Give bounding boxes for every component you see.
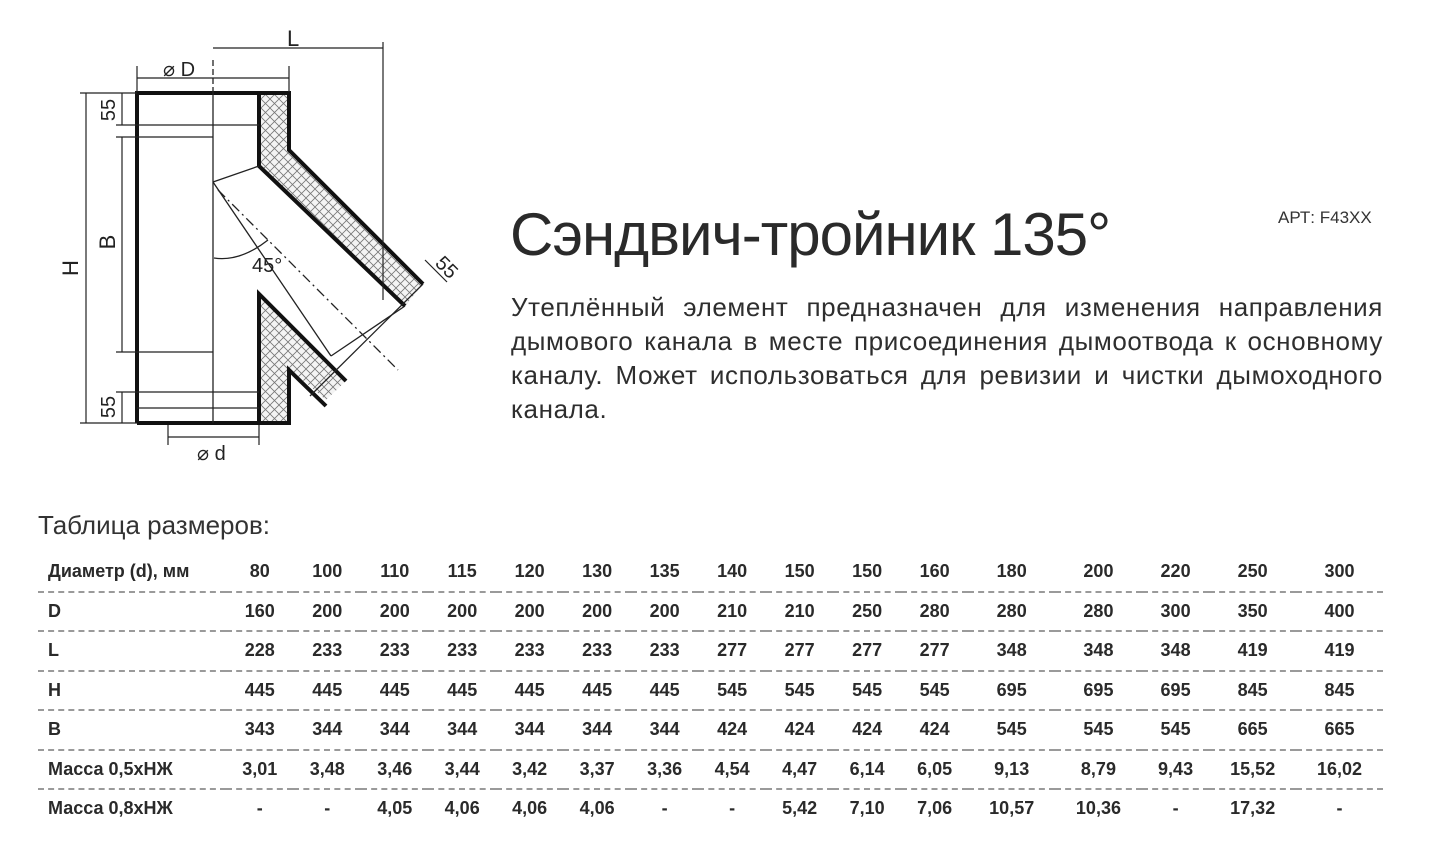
table-cell: 115 — [428, 553, 495, 592]
table-cell: 7,10 — [849, 798, 885, 819]
table-cell: 545 — [698, 671, 765, 711]
table-cell: 233 — [631, 631, 698, 671]
table-cell: - — [256, 798, 263, 819]
table-cell: 424 — [901, 710, 968, 750]
table-cell: 200 — [428, 592, 495, 632]
table-cell: 344 — [631, 710, 698, 750]
table-row — [38, 671, 1383, 711]
table-cell: 4,06 — [579, 798, 615, 819]
table-cell: 9,43 — [1142, 750, 1209, 790]
table-cell: 665 — [1209, 710, 1296, 750]
table-cell: 695 — [1055, 671, 1142, 711]
row-label: L — [38, 631, 226, 671]
table-cell: 348 — [968, 631, 1055, 671]
table-cell: 80 — [226, 553, 293, 592]
table-cell: 845 — [1209, 671, 1296, 711]
row-label: Масса 0,5хНЖ — [38, 750, 226, 790]
table-cell: 280 — [901, 592, 968, 632]
table-cell: 4,54 — [698, 750, 765, 790]
table-cell: 5,42 — [782, 798, 818, 819]
label-diameter-inner: ⌀ d — [197, 443, 226, 465]
row-label: H — [38, 671, 226, 711]
table-cell: 348 — [1055, 631, 1142, 671]
article-number: АРТ: F43XX — [1278, 208, 1372, 227]
table-cell: 3,42 — [496, 750, 563, 790]
outer-bottom-wall — [137, 370, 326, 423]
table-cell: 233 — [563, 631, 630, 671]
table-cell: 545 — [901, 671, 968, 711]
table-cell: 4,47 — [766, 750, 833, 790]
table-cell: 3,44 — [428, 750, 495, 790]
table-cell: 344 — [293, 710, 360, 750]
table-cell: 445 — [293, 671, 360, 711]
table-cell: 233 — [293, 631, 360, 671]
table-cell: - — [1172, 798, 1179, 819]
table-cell: 343 — [226, 710, 293, 750]
table-cell: 150 — [766, 553, 833, 592]
table-cell: 7,06 — [917, 798, 953, 819]
label-top-offset: 55 — [98, 98, 120, 122]
size-table — [38, 553, 1383, 828]
table-cell: 695 — [1142, 671, 1209, 711]
table-cell: 140 — [698, 553, 765, 592]
table-cell: 200 — [631, 592, 698, 632]
table-cell: 445 — [631, 671, 698, 711]
table-cell: - — [729, 798, 736, 819]
table-cell: 200 — [293, 592, 360, 632]
row-label: D — [38, 592, 226, 632]
table-cell: 545 — [766, 671, 833, 711]
table-cell: 445 — [428, 671, 495, 711]
table-row — [38, 789, 1383, 828]
table-cell: 280 — [968, 592, 1055, 632]
table-cell: 445 — [496, 671, 563, 711]
table-cell: 9,13 — [968, 750, 1055, 790]
table-cell: 845 — [1296, 671, 1383, 711]
table-cell: 120 — [496, 553, 563, 592]
branch-socket-line-2 — [310, 284, 423, 396]
table-cell: 100 — [293, 553, 360, 592]
label-branch-offset: 55 — [430, 252, 462, 284]
table-cell: 130 — [563, 553, 630, 592]
table-cell: 419 — [1296, 631, 1383, 671]
table-cell: 445 — [226, 671, 293, 711]
label-diameter-outer: ⌀ D — [163, 59, 196, 81]
table-row — [38, 592, 1383, 632]
table-cell: 233 — [428, 631, 495, 671]
table-cell: 3,48 — [293, 750, 360, 790]
table-cell: 135 — [631, 553, 698, 592]
table-cell: 419 — [1209, 631, 1296, 671]
table-cell: 210 — [766, 592, 833, 632]
table-cell: 3,01 — [226, 750, 293, 790]
table-cell: 344 — [496, 710, 563, 750]
table-cell: 250 — [833, 592, 900, 632]
table-row — [38, 631, 1383, 671]
table-row — [38, 553, 1383, 592]
table-cell: 545 — [833, 671, 900, 711]
tee-technical-drawing — [0, 0, 500, 480]
table-cell: 4,06 — [444, 798, 480, 819]
table-cell: 10,57 — [989, 798, 1035, 819]
table-cell: 277 — [698, 631, 765, 671]
table-cell: 200 — [496, 592, 563, 632]
row-label: Диаметр (d), мм — [38, 553, 226, 592]
table-row — [38, 710, 1383, 750]
table-cell: 200 — [1055, 553, 1142, 592]
table-cell: - — [1336, 798, 1343, 819]
table-cell: 350 — [1209, 592, 1296, 632]
table-cell: 424 — [766, 710, 833, 750]
product-description: Утеплённый элемент предназначен для изменения направления дымового канала в месте присоединения дымоотвода к основному каналу. Может использоваться для ревизии и чистки дымоходного канала. — [511, 292, 1383, 424]
table-cell: 277 — [766, 631, 833, 671]
table-cell: 344 — [428, 710, 495, 750]
table-cell: 180 — [968, 553, 1055, 592]
table-cell: 10,36 — [1075, 798, 1121, 819]
table-cell: 4,06 — [512, 798, 548, 819]
label-b: B — [95, 234, 120, 250]
label-length: L — [287, 26, 300, 51]
table-cell: 160 — [901, 553, 968, 592]
table-cell: 277 — [901, 631, 968, 671]
table-cell: - — [661, 798, 668, 819]
table-cell: 16,02 — [1296, 750, 1383, 790]
table-cell: 424 — [833, 710, 900, 750]
row-label: B — [38, 710, 226, 750]
table-cell: 545 — [968, 710, 1055, 750]
table-cell: 233 — [361, 631, 428, 671]
table-cell: 3,37 — [563, 750, 630, 790]
table-cell: 424 — [698, 710, 765, 750]
product-title: Сэндвич-тройник 135° — [510, 201, 1111, 268]
table-cell: 545 — [1055, 710, 1142, 750]
table-cell: 150 — [833, 553, 900, 592]
table-cell: 277 — [833, 631, 900, 671]
label-height: H — [58, 260, 83, 276]
table-cell: 233 — [496, 631, 563, 671]
table-cell: 200 — [361, 592, 428, 632]
table-cell: 445 — [361, 671, 428, 711]
table-cell: 545 — [1142, 710, 1209, 750]
label-bottom-offset: 55 — [98, 395, 120, 419]
table-caption: Таблица размеров: — [38, 510, 271, 540]
table-cell: 17,32 — [1230, 798, 1276, 819]
table-cell: 8,79 — [1055, 750, 1142, 790]
table-cell: 400 — [1296, 592, 1383, 632]
table-cell: 445 — [563, 671, 630, 711]
table-cell: 200 — [563, 592, 630, 632]
table-cell: 300 — [1296, 553, 1383, 592]
table-cell: 210 — [698, 592, 765, 632]
table-cell: 3,46 — [361, 750, 428, 790]
table-cell: 160 — [226, 592, 293, 632]
table-cell: 6,05 — [901, 750, 968, 790]
table-cell: 250 — [1209, 553, 1296, 592]
table-cell: 110 — [361, 553, 428, 592]
table-cell: 15,52 — [1209, 750, 1296, 790]
table-cell: 665 — [1296, 710, 1383, 750]
branch-inner-line — [213, 166, 259, 182]
table-cell: 3,36 — [631, 750, 698, 790]
table-cell: 344 — [563, 710, 630, 750]
table-cell: 280 — [1055, 592, 1142, 632]
label-angle: 45° — [252, 255, 283, 277]
table-cell: 300 — [1142, 592, 1209, 632]
table-row — [38, 750, 1383, 790]
table-cell: 4,05 — [377, 798, 413, 819]
table-cell: - — [324, 798, 331, 819]
table-cell: 348 — [1142, 631, 1209, 671]
table-cell: 695 — [968, 671, 1055, 711]
table-cell: 6,14 — [833, 750, 900, 790]
table-cell: 344 — [361, 710, 428, 750]
table-cell: 228 — [226, 631, 293, 671]
table-cell: 220 — [1142, 553, 1209, 592]
row-label: Масса 0,8хНЖ — [48, 798, 173, 819]
